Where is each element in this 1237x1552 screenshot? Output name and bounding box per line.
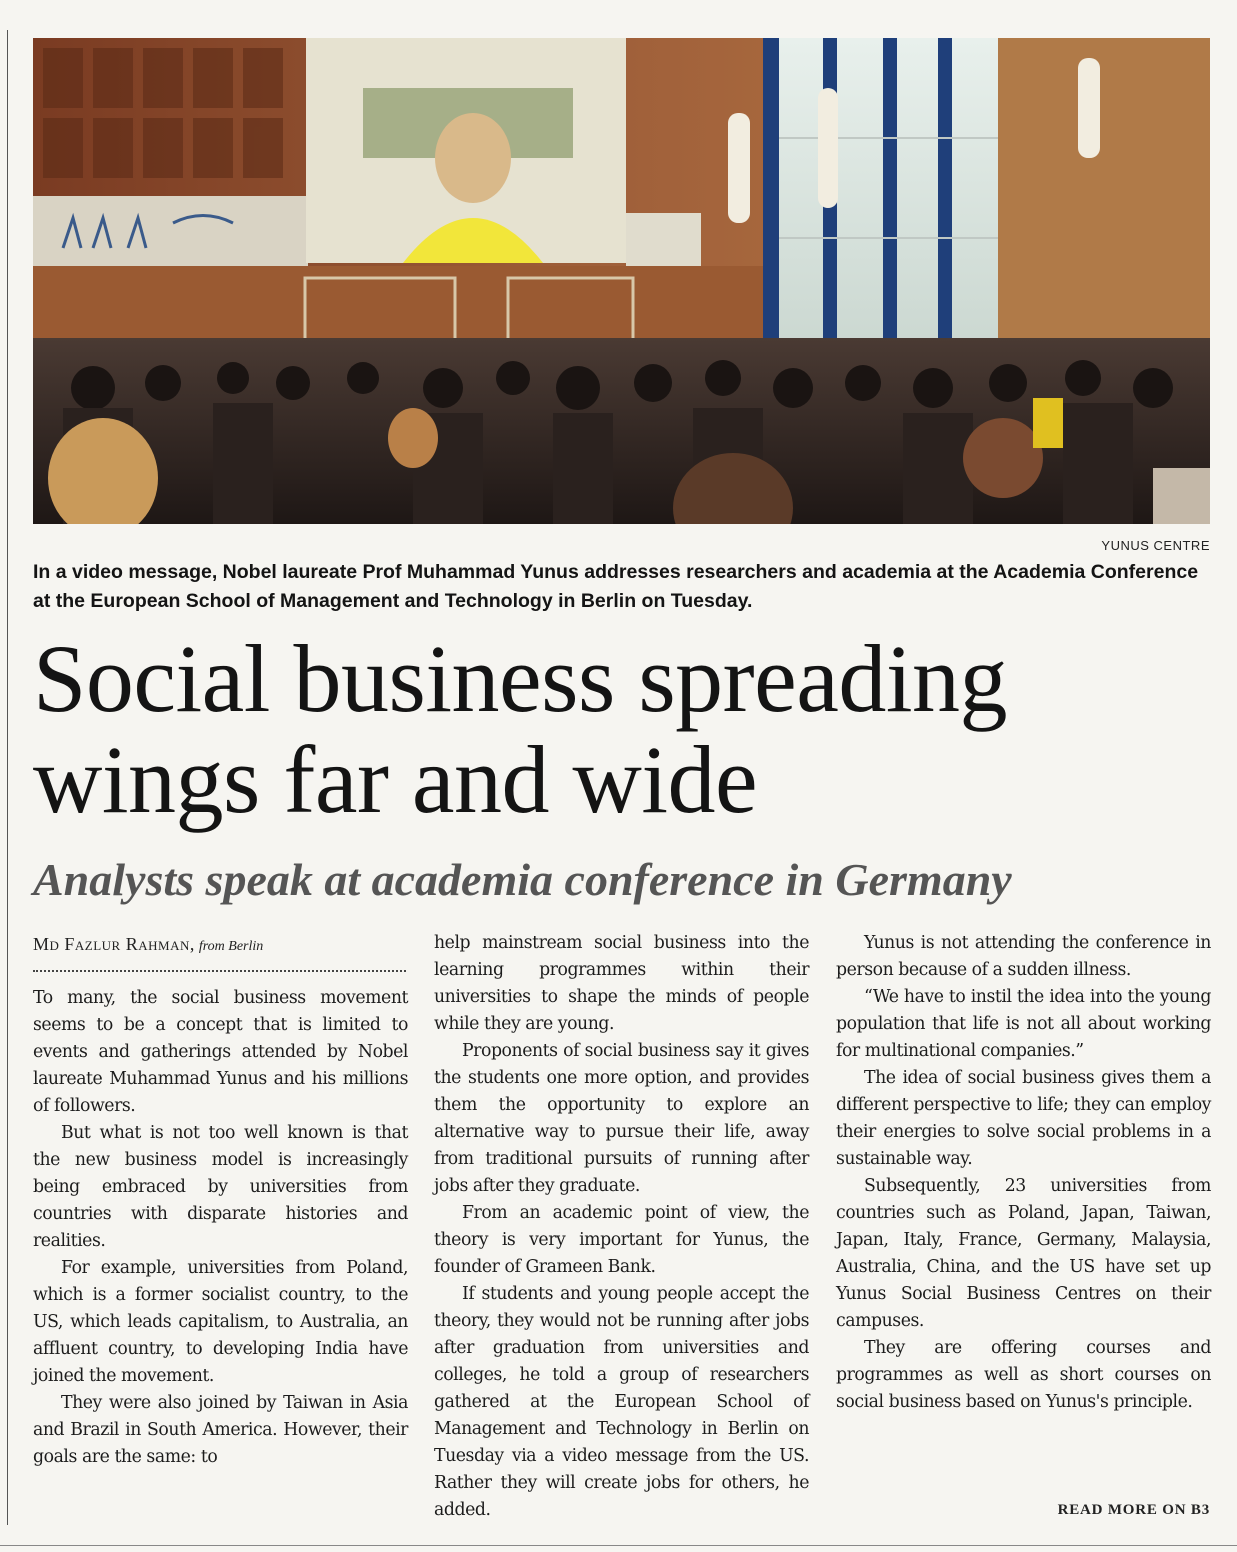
article-column-1 bbox=[33, 985, 408, 1471]
paragraph: help mainstream social business into the learning programmes within their universities to shape the minds of people while they are young. bbox=[434, 933, 809, 1034]
headline-line-2: wings far and wide bbox=[33, 726, 758, 833]
paragraph: If students and young people accept the theory, they would not be running after jobs after graduation from universities and colleges, he told a group of researchers gathered at the European School of Management and Technology in Berlin on Tuesday via a video message from the US. Rather they will create jobs for others, he added. bbox=[434, 1284, 809, 1520]
paragraph: “We have to instil the idea into the young population that life is not all about working for multinational companies.” bbox=[836, 987, 1211, 1061]
paragraph: Subsequently, 23 universities from countries such as Poland, Japan, Taiwan, Japan, Italy, France, Germany, Malaysia, Australia, China, and the US have set up Yunus Social Business Centres on their campuses. bbox=[836, 1176, 1211, 1331]
byline bbox=[33, 934, 408, 955]
read-more-link[interactable]: READ MORE ON B3 bbox=[1057, 1502, 1210, 1518]
byline-divider bbox=[33, 970, 406, 972]
paragraph: For example, universities from Poland, which is a former socialist country, to the US, which leads capitalism, to Australia, an affluent country, to developing India have joined the movement. bbox=[33, 1258, 408, 1386]
paragraph: They were also joined by Taiwan in Asia and Brazil in South America. However, their goals are the same: to bbox=[33, 1393, 408, 1467]
headline-line-1: Social business spreading bbox=[33, 625, 1008, 732]
conference-photo bbox=[33, 38, 1210, 524]
photo-caption: In a video message, Nobel laureate Prof Muhammad Yunus addresses researchers and academia at the Academia Conference at the European School of Management and Technology in Berlin on Tuesday. bbox=[33, 561, 1199, 612]
paragraph: From an academic point of view, the theory is very important for Yunus, the founder of Grameen Bank. bbox=[434, 1203, 809, 1277]
article-column-3 bbox=[836, 930, 1211, 1416]
paragraph: But what is not too well known is that the new business model is increasingly being embraced by universities from countries with disparate histories and realities. bbox=[33, 1123, 408, 1251]
paragraph: Yunus is not attending the conference in person because of a sudden illness. bbox=[836, 933, 1211, 980]
paragraph: They are offering courses and programmes as well as short courses on social business based on Yunus's principle. bbox=[836, 1338, 1211, 1412]
dateline: from Berlin bbox=[198, 939, 264, 954]
bottom-rule bbox=[0, 1545, 1237, 1546]
photo-credit: YUNUS CENTRE bbox=[1101, 538, 1210, 553]
paragraph: To many, the social business movement seems to be a concept that is limited to events and gatherings attended by Nobel laureate Muhammad Yunus and his millions of followers. bbox=[33, 988, 408, 1116]
author-name: Md Fazlur Rahman, bbox=[33, 934, 195, 954]
headline bbox=[33, 625, 1223, 833]
paragraph: Proponents of social business say it gives the students one more option, and provides them the opportunity to explore an alternative way to pursue their life, away from traditional pursuits of running after jobs after they graduate. bbox=[434, 1041, 809, 1196]
subheadline: Analysts speak at academia conference in Germany bbox=[33, 854, 1012, 905]
conference-photo-icon bbox=[33, 38, 1210, 524]
article-column-2 bbox=[434, 930, 809, 1524]
left-column-rule bbox=[7, 30, 8, 1525]
paragraph: The idea of social business gives them a different perspective to life; they can employ their energies to solve social problems in a sustainable way. bbox=[836, 1068, 1211, 1169]
